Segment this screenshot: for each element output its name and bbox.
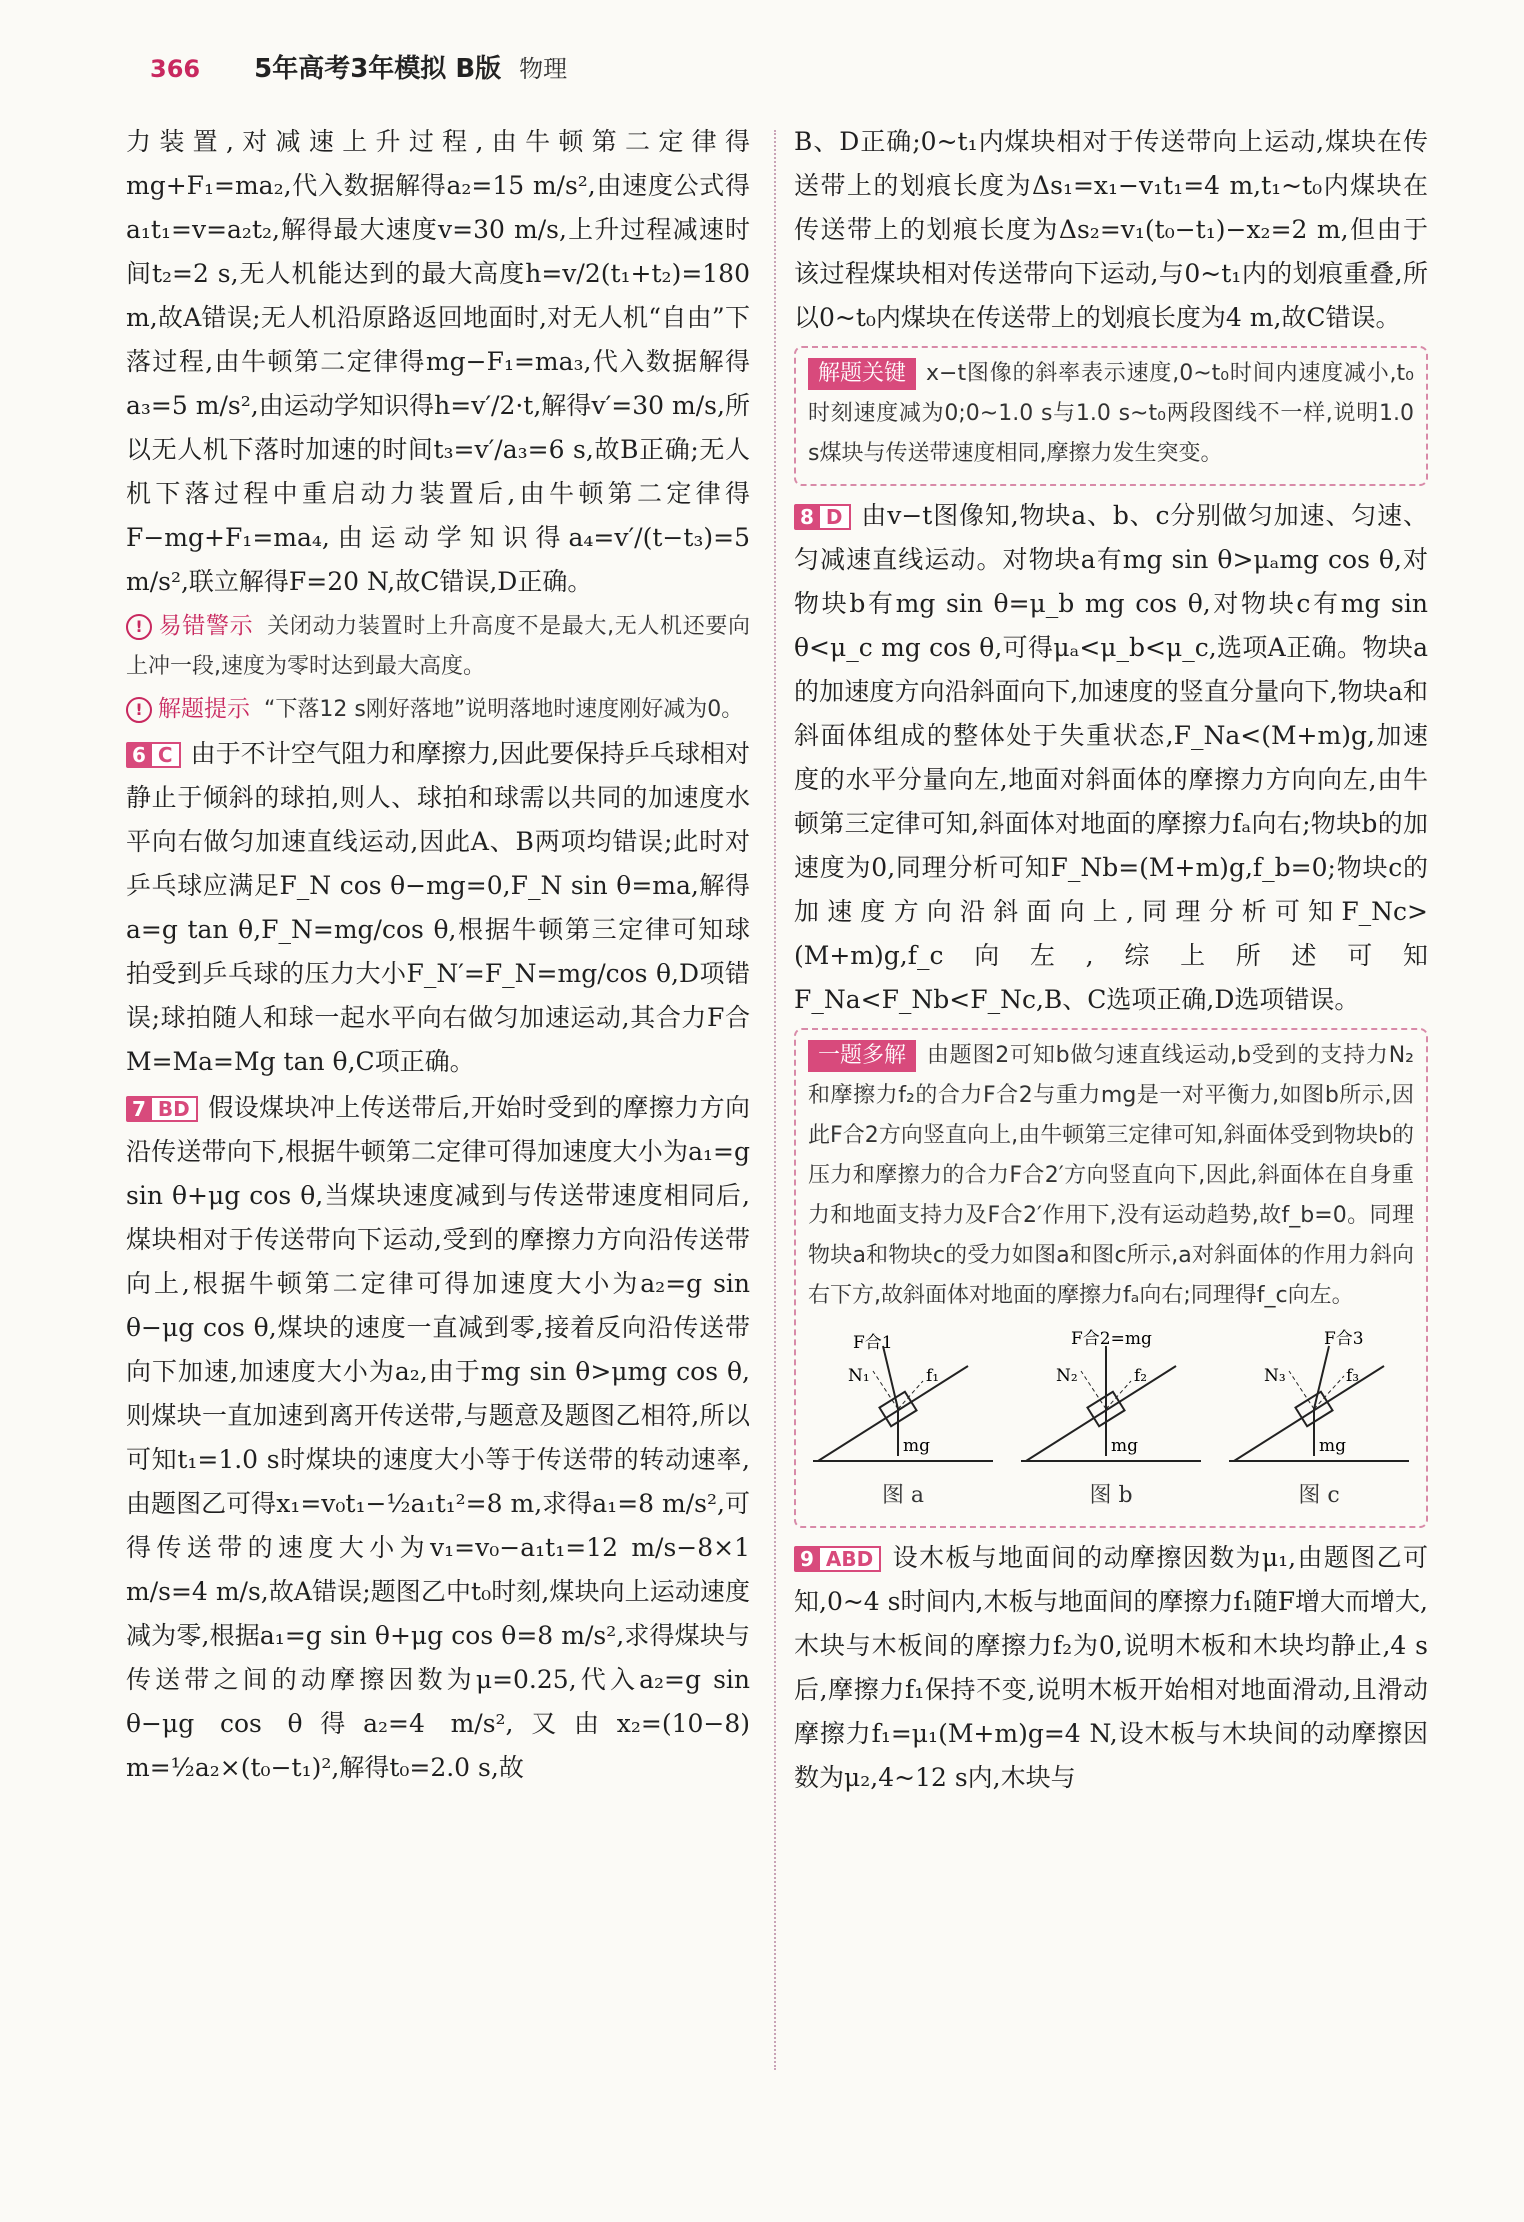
multi-solution-tag: 一题多解 (808, 1040, 916, 1072)
book-title: 5年高考3年模拟 B版 (254, 54, 502, 84)
answer-9: 9 ABD 设木板与地面间的动摩擦因数为μ₁,由题图乙可知,0~4 s时间内,木板与地面间的摩擦力f₁随F增大而增大,木块与木板间的摩擦力f₂为0,说明木板和木块均静止,4 s后,摩擦力f₁保持不变,说明木板开始相对地面滑动,且滑动摩擦力f₁=μ₁(M+m)g=4 N,设木板与木块间的动摩擦因数为μ₂,4~12 s内,木块与 (794, 1543, 1428, 1792)
answer-6: 6 C 由于不计空气阻力和摩擦力,因此要保持乒乓球相对静止于倾斜的球拍,则人、球拍和球需以共同的加速度水平向右做匀加速直线运动,因此A、B两项均错误;此时对乒乓球应满足F_N cos θ−mg=0,F_N sin θ=ma,解得a=g tan θ,F_N=mg/cos θ,根据牛顿第三定律可知球拍受到乒乓球的压力大小F_N′=F_N=mg/cos θ,D项错误;球拍随人和球一起水平向右做匀加速运动,其合力F合M=Ma=Mg tan θ,C项正确。 (126, 739, 750, 1076)
force-diagram-b (1016, 1326, 1206, 1516)
normal-label: N₃ (1264, 1366, 1286, 1386)
exclamation-icon: ! (126, 614, 152, 640)
paragraph: 力装置,对减速上升过程,由牛顿第二定律得mg+F₁=ma₂,代入数据解得a₂=15 m/s²,由速度公式得a₁t₁=v=a₂t₂,解得最大速度v=30 m/s,上升过程减速时间t₂=2 s,无人机能达到的最大高度h=v/2(t₁+t₂)=180 m,故A错误;无人机沿原路返回地面时,对无人机“自由”下落过程,由牛顿第二定律得mg−F₁=ma₃,代入数据解得a₃=5 m/s²,由运动学知识得h=v′/2·t,解得v′=30 m/s,所以无人机下落时加速的时间t₃=v′/a₃=6 s,故B正确;无人机下落过程中重启动力装置后,由牛顿第二定律得F−mg+F₁=ma₄,由运动学知识得a₄=v′/(t−t₃)=5 m/s²,联立解得F=20 N,故C错误,D正确。 (126, 127, 750, 596)
resultant-label: F合2=mg (1071, 1329, 1152, 1349)
figure-caption: 图 a (881, 1483, 925, 1508)
resultant-label: F合1 (853, 1333, 893, 1353)
friction-label: f₁ (926, 1366, 940, 1386)
answer-badge: ABD (818, 1546, 881, 1572)
friction-label: f₃ (1346, 1366, 1360, 1386)
normal-label: N₂ (1056, 1366, 1078, 1386)
incline-figure (1016, 1326, 1206, 1476)
question-number: 8 (794, 504, 820, 530)
gravity-label: mg (903, 1436, 931, 1456)
hint-note: ! 解题提示 “下落12 s刚好落地”说明落地时速度刚好减为0。 (126, 689, 750, 730)
question-number: 6 (126, 742, 152, 768)
force-diagrams (808, 1326, 1414, 1516)
figure-caption: 图 c (1298, 1483, 1340, 1508)
answer-7: 7 BD 假设煤块冲上传送带后,开始时受到的摩擦力方向沿传送带向下,根据牛顿第二定律可得加速度大小为a₁=g sin θ+μg cos θ,当煤块速度减到与传送带速度相同后,煤块相对于传送带向下运动,受到的摩擦力方向沿传送带向上,根据牛顿第二定律可得加速度大小为a₂=g sin θ−μg cos θ,煤块的速度一直减到零,接着反向沿传送带向下加速,加速度大小为a₂,由于mg sin θ>μmg cos θ,则煤块一直加速到离开传送带,与题意及题图乙相符,所以可知t₁=1.0 s时煤块的速度大小等于传送带的转动速率,由题图乙可得x₁=v₀t₁−½a₁t₁²=8 m,求得a₁=8 m/s²,可得传送带的速度大小为v₁=v₀−a₁t₁=12 m/s−8×1 m/s=4 m/s,故A错误;题图乙中t₀时刻,煤块向上运动速度减为零,根据a₁=g sin θ+μg cos θ=8 m/s²,求得煤块与传送带之间的动摩擦因数为μ=0.25,代入a₂=g sin θ−μg cos θ得a₂=4 m/s²,又由x₂=(10−8) m=½a₂×(t₀−t₁)²,解得t₀=2.0 s,故 (126, 1093, 750, 1782)
resultant-label: F合3 (1324, 1329, 1364, 1349)
column-divider (774, 130, 776, 2070)
page-header (150, 48, 567, 92)
exclamation-icon: ! (126, 697, 152, 723)
answer-badge: D (818, 504, 851, 530)
paragraph: B、D正确;0~t₁内煤块相对于传送带向上运动,煤块在传送带上的划痕长度为Δs₁=x₁−v₁t₁=4 m,t₁~t₀内煤块在传送带上的划痕长度为Δs₂=v₁(t₀−t₁)−x₂=2 m,但由于该过程煤块相对传送带向下运动,与0~t₁内的划痕重叠,所以0~t₀内煤块在传送带上的划痕长度为4 m,故C错误。 (794, 127, 1428, 332)
question-number: 7 (126, 1096, 152, 1122)
answer-badge: C (150, 742, 181, 768)
answer-8: 8 D 由v−t图像知,物块a、b、c分别做匀加速、匀速、匀减速直线运动。对物块a有mg sin θ>μₐmg cos θ,对物块b有mg sin θ=μ_b mg cos θ,对物块c有mg sin θ<μ_c mg cos θ,可得μₐ<μ_b<μ_c,选项A正确。物块a的加速度方向沿斜面向下,加速度的竖直分量向下,物块a和斜面体组成的整体处于失重状态,F_Na<(M+m)g,加速度的水平分量向左,地面对斜面体的摩擦力方向向左,由牛顿第三定律可知,斜面体对地面的摩擦力fₐ向右;物块b的加速度为0,同理分析可知F_Nb=(M+m)g,f_b=0;物块c的加速度方向沿斜面向上,同理分析可知F_Nc>(M+m)g,f_c向左,综上所述可知F_Na<F_Nb<F_Nc,B、C选项正确,D选项错误。 (794, 501, 1428, 1014)
page-number: 366 (150, 55, 201, 83)
key-point-tag: 解题关键 (808, 358, 916, 390)
friction-label: f₂ (1134, 1366, 1148, 1386)
force-diagram-c (1224, 1326, 1414, 1516)
hint-tag: ! 解题提示 (126, 696, 250, 722)
key-point-box: 解题关键 x−t图像的斜率表示速度,0~t₀时间内速度减小,t₀时刻速度减为0;0~1.0 s与1.0 s~t₀两段图线不一样,说明1.0 s煤块与传送带速度相同,摩擦力发生突变。 (794, 346, 1428, 486)
subject-label: 物理 (519, 55, 568, 83)
warning-tag: ! 易错警示 (126, 613, 253, 639)
incline-figure (808, 1326, 998, 1476)
warning-note: ! 易错警示 关闭动力装置时上升高度不是最大,无人机还要向上冲一段,速度为零时达到最大高度。 (126, 613, 751, 679)
incline-figure (1224, 1326, 1414, 1476)
right-column (794, 120, 1428, 1802)
force-diagram-a (808, 1326, 998, 1516)
gravity-label: mg (1319, 1436, 1347, 1456)
figure-caption: 图 b (1089, 1483, 1133, 1508)
question-number: 9 (794, 1546, 820, 1572)
left-column (126, 120, 750, 1792)
gravity-label: mg (1111, 1436, 1139, 1456)
normal-label: N₁ (848, 1366, 870, 1386)
multi-solution-box: 一题多解 由题图2可知b做匀速直线运动,b受到的支持力N₂和摩擦力f₂的合力F合2与重力mg是一对平衡力,如图b所示,因此F合2方向竖直向上,由牛顿第三定律可知,斜面体受到物块b的压力和摩擦力的合力F合2′方向竖直向下,因此,斜面体在自身重力和地面支持力及F合2′作用下,没有运动趋势,故f_b=0。同理物块a和物块c的受力如图a和图c所示,a对斜面体的作用力斜向右下方,故斜面体对地面的摩擦力fₐ向右;同理得f_c向左。 F合1 N₁ f₁ mg 图 a F合2=mg N₂ f₂ mg 图 b F合3 N₃ f₃ mg 图 c (794, 1028, 1428, 1528)
answer-badge: BD (150, 1096, 198, 1122)
